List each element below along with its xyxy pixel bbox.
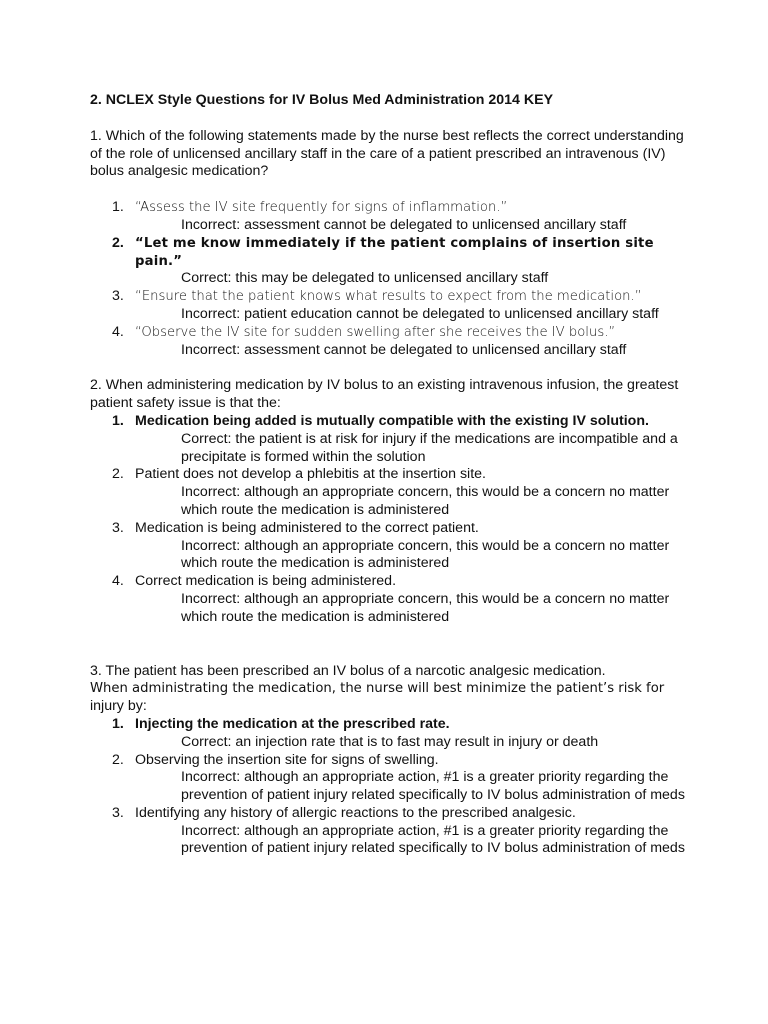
option-text: Medication is being administered to the correct patient. [135, 519, 479, 536]
question-3-prompt [90, 663, 698, 716]
question-2-option-3 [90, 520, 698, 573]
question-2-options [90, 413, 698, 627]
question-2-prompt: 2. When administering medication by IV bolus to an existing intravenous infusion, the greatest patient safety issue is that the: [90, 377, 679, 412]
option-number: 4. [112, 323, 124, 340]
question-3-prompt-line-2: When administrating the medication, the nurse will best minimize the patient’s risk for [90, 681, 665, 697]
option-number: 4. [112, 573, 124, 590]
question-1-option-4 [90, 324, 698, 360]
option-explanation: Correct: the patient is at risk for injury if the medications are incompatible and a precipitate is formed within the solution [181, 430, 678, 465]
option-explanation: Incorrect: although an appropriate concern, this would be a concern no matter which route the medication is administered [181, 537, 670, 572]
option-number: 3. [112, 288, 124, 305]
question-1-option-2 [90, 235, 698, 288]
option-explanation: Incorrect: although an appropriate action, #1 is a greater priority regarding the prevention of patient injury related specifically to IV bolus administration of meds [181, 822, 685, 857]
option-explanation: Incorrect: assessment cannot be delegated to unlicensed ancillary staff [181, 216, 627, 233]
question-3-options [90, 716, 698, 858]
question-1-options [90, 199, 698, 359]
question-1-prompt: 1. Which of the following statements made by the nurse best reflects the correct understanding of the role of unlicensed ancillary staff in the care of a patient prescribed an intravenous (IV) bolus analgesic medication? [90, 127, 684, 180]
option-number: 2. [112, 234, 124, 251]
option-explanation: Correct: an injection rate that is to fast may result in injury or death [181, 733, 599, 750]
question-3-option-1 [90, 716, 698, 752]
option-explanation: Incorrect: although an appropriate action, #1 is a greater priority regarding the prevention of patient injury related specifically to IV bolus administration of meds [181, 769, 685, 804]
option-number: 2. [112, 751, 124, 768]
option-text: Medication being added is mutually compatible with the existing IV solution. [135, 412, 649, 429]
question-3-option-3 [90, 805, 698, 858]
option-text: “Observe the IV site for sudden swelling after she receives the IV bolus.” [135, 324, 616, 340]
question-3-prompt-line-1: 3. The patient has been prescribed an IV bolus of a narcotic analgesic medication. [90, 662, 606, 679]
option-text: “Assess the IV site frequently for signs of inflammation.” [135, 200, 508, 216]
option-explanation: Incorrect: although an appropriate concern, this would be a concern no matter which route the medication is administered [181, 590, 670, 625]
question-1-option-1 [90, 199, 698, 235]
option-text: Correct medication is being administered. [135, 573, 397, 590]
option-explanation: Correct: this may be delegated to unlicensed ancillary staff [181, 270, 549, 287]
spacer [90, 627, 698, 663]
option-text: “Ensure that the patient knows what results to expect from the medication.” [135, 289, 642, 305]
question-2-option-2 [90, 466, 698, 519]
spacer [90, 359, 698, 377]
option-text: Identifying any history of allergic reactions to the prescribed analgesic. [135, 804, 576, 821]
option-number: 3. [112, 804, 124, 821]
question-3-prompt-line-3: injury by: [90, 698, 147, 715]
option-explanation: Incorrect: although an appropriate concern, this would be a concern no matter which route the medication is administered [181, 484, 670, 518]
option-explanation: Incorrect: assessment cannot be delegated to unlicensed ancillary staff [181, 341, 627, 358]
option-explanation: Incorrect: patient education cannot be delegated to unlicensed ancillary staff [181, 305, 659, 322]
option-number: 1. [112, 199, 124, 216]
option-number: 2. [112, 466, 124, 483]
option-number: 1. [112, 715, 124, 732]
document-title: 2. NCLEX Style Questions for IV Bolus Med Administration 2014 KEY [90, 92, 554, 108]
question-1-option-3 [90, 288, 698, 324]
option-text: “Let me know immediately if the patient complains of insertion site pain.” [135, 235, 654, 269]
question-2-option-1 [90, 413, 698, 466]
option-text: Patient does not develop a phlebitis at the insertion site. [135, 466, 486, 483]
option-text: Injecting the medication at the prescribed rate. [135, 715, 450, 732]
option-text: Observing the insertion site for signs of swelling. [135, 751, 439, 768]
option-number: 3. [112, 519, 124, 536]
option-number: 1. [112, 412, 124, 429]
question-3-option-2 [90, 752, 698, 805]
question-2-option-4 [90, 573, 698, 626]
